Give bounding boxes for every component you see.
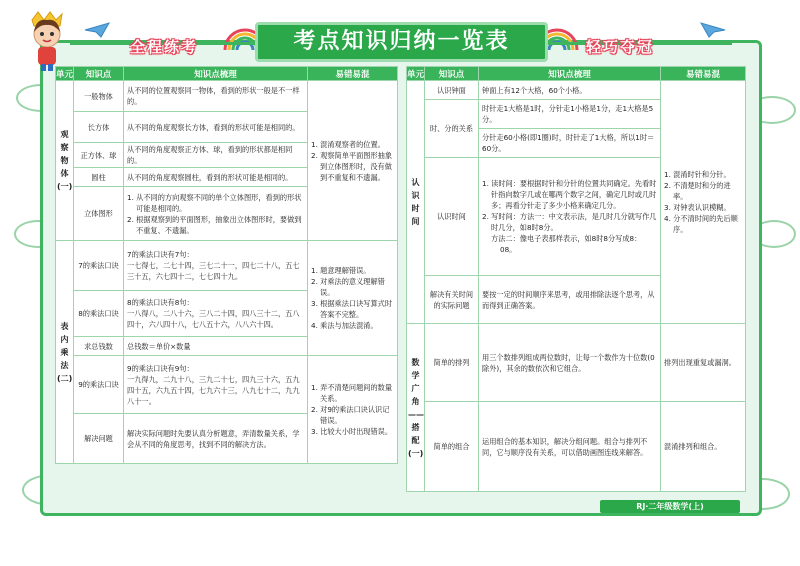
table-header-row: [407, 67, 746, 81]
point-cell: 长方体: [74, 112, 124, 143]
left-table-panel: [55, 66, 397, 464]
slogan-right: 轻巧夺冠: [586, 38, 655, 56]
summary-line: 8的乘法口诀有8句：: [127, 298, 194, 307]
point-cell: 时、分的关系: [425, 100, 479, 158]
summary-cell: [124, 356, 308, 414]
summary-cell: 总钱数＝单价×数量: [124, 337, 308, 356]
mistake-cell: 混淆排列和组合。: [661, 402, 746, 492]
mistake-cell: [308, 81, 398, 241]
unit-cell: 数学广角——搭配(一): [407, 324, 425, 492]
summary-cell: 从不同的角度观察长方体，看到的形状可能是相同的。: [124, 112, 308, 143]
right-knowledge-table: [406, 66, 746, 492]
table-row: [56, 356, 398, 414]
header-summary: 知识点梳理: [479, 67, 661, 81]
summary-cell: [479, 158, 661, 276]
unit-cell: 认识时间: [407, 81, 425, 324]
slogan-left: 全程练考: [130, 38, 199, 56]
summary-cell: 分针走60小格(即1圈)时，时针走了1大格，所以1时＝60分。: [479, 129, 661, 158]
mistake-item: 4. 乘法与加法混淆。: [311, 321, 378, 330]
summary-cell: [124, 241, 308, 291]
summary-line: 7的乘法口诀有7句：: [127, 250, 194, 259]
header-unit: 单元: [56, 67, 74, 81]
header-point: 知识点: [74, 67, 124, 81]
mistake-item: 1. 混淆观察者的位置。: [311, 139, 385, 149]
table-row: [407, 81, 746, 100]
summary-cell: 时针走1大格是1时，分针走1小格是1分，走1大格是5分。: [479, 100, 661, 129]
footer-label: RJ·二年级数学(上): [600, 500, 740, 513]
point-cell: 一般物体: [74, 81, 124, 112]
summary-cell: 钟面上有12个大格，60个小格。: [479, 81, 661, 100]
mistake-item: 3. 比较大小时出现错误。: [311, 427, 393, 436]
mistake-cell: 排列出现重复或漏洞。: [661, 324, 746, 402]
point-cell: 9的乘法口诀: [74, 356, 124, 414]
table-row: [407, 402, 746, 492]
table-header-row: [56, 67, 398, 81]
point-cell: 7的乘法口诀: [74, 241, 124, 291]
summary-line: 1. 读时间：要根据时针和分针的位置共同确定。先看时针指向数字几或在哪两个数字之间，确定几时或几时多；再看分针走了多少小格来确定几分。: [482, 179, 657, 210]
summary-line: 方法二：像电子表那样表示，如8时8分写成8：08。: [491, 234, 642, 254]
summary-line: 1. 从不同的方向观察不同的单个立体图形，看到的形状可能是相同的。: [127, 192, 302, 213]
table-row: [56, 241, 398, 291]
mistake-item: 2. 对乘法的意义理解错误。: [311, 277, 385, 297]
summary-line: 2. 写时间：方法一：中文表示法，是几时几分就写作几时几分，如8时8分。: [482, 212, 657, 232]
summary-cell: 解决实际问题时先要认真分析题意，弄清数量关系，学会从不同的角度思考，找到不同的解决方法。: [124, 414, 308, 464]
point-cell: 立体图形: [74, 187, 124, 241]
mistake-cell: [308, 356, 398, 464]
mistake-cell: [661, 81, 746, 324]
summary-line: 9的乘法口诀有9句：: [127, 363, 194, 373]
summary-line: 一八得八，二八十六，三八二十四，四八三十二，五八四十，六八四十八，七八五十六，八八六十四。: [127, 309, 300, 329]
point-cell: 解决问题: [74, 414, 124, 464]
header-summary: 知识点梳理: [124, 67, 308, 81]
point-cell: 简单的组合: [425, 402, 479, 492]
summary-cell: 要按一定的时间顺序来思考，或用排除法逐个思考，从而得到正确答案。: [479, 276, 661, 324]
header-mistake: 易错易混: [661, 67, 746, 81]
cartoon-kid-icon: [24, 10, 68, 72]
point-cell: 圆柱: [74, 168, 124, 187]
unit-cell: 表内乘法(二): [56, 241, 74, 464]
header-unit: 单元: [407, 67, 425, 81]
summary-cell: 运用组合的基本知识，解决分组问题。组合与排列不同，它与顺序没有关系，可以借助画图连线来解答。: [479, 402, 661, 492]
point-cell: 认识时间: [425, 158, 479, 276]
mistake-item: 2. 对9的乘法口诀认识记错误。: [311, 405, 390, 425]
left-knowledge-table: [55, 66, 398, 464]
point-cell: 认识钟面: [425, 81, 479, 100]
summary-cell: 从不同的位置观察同一物体，看到的形状一般是不一样的。: [124, 81, 308, 112]
mistake-item: 1. 题意理解错误。: [311, 266, 371, 275]
point-cell: 正方体、球: [74, 143, 124, 168]
paper-plane-icon: [84, 22, 110, 38]
mistake-item: 1. 弄不清楚问题间的数量关系。: [311, 383, 393, 403]
table-row: [56, 81, 398, 112]
header-point: 知识点: [425, 67, 479, 81]
point-cell: 8的乘法口诀: [74, 291, 124, 337]
summary-cell: [124, 291, 308, 337]
summary-line: 一九得九，二九十八，三九二十七，四九三十六，五九四十五，六九五十四，七九六十三，八九七十二，九九八十一。: [127, 374, 300, 406]
header-mistake: 易错易混: [308, 67, 398, 81]
summary-line: 一七得七，二七十四，三七二十一，四七二十八，五七三十五，六七四十二，七七四十九。: [127, 261, 300, 281]
mistake-item: 3. 对钟表认识模糊。: [664, 203, 731, 212]
mistake-cell: [308, 241, 398, 356]
mistake-item: 3. 根据乘法口诀写算式时答案不完整。: [311, 299, 393, 319]
summary-line: 2. 根据观察到的平面图形，抽象出立体图形时，要做到不重复、不遗漏。: [127, 214, 302, 235]
mistake-item: 4. 分不清时间的先后顺序。: [664, 214, 738, 234]
point-cell: 求总钱数: [74, 337, 124, 356]
point-cell: 解决有关时间的实际问题: [425, 276, 479, 324]
summary-cell: 从不同的角度观察正方体、球，看到的形状都是相同的。: [124, 143, 308, 168]
summary-cell: [124, 187, 308, 241]
summary-cell: 从不同的角度观察圆柱，看到的形状可能是相同的。: [124, 168, 308, 187]
summary-cell: 用三个数排列组成两位数时，让每一个数作为十位数(0除外)，其余的数依次和它组合。: [479, 324, 661, 402]
mistake-item: 1. 混淆时针和分针。: [664, 170, 731, 179]
page-title: 考点知识归纳一览表: [255, 22, 548, 62]
mistake-item: 2. 观察简单平面图形抽象到立体图形时，没有做到不重复和不遗漏。: [311, 150, 393, 182]
unit-cell: 观察物体(一): [56, 81, 74, 241]
paper-plane-icon: [700, 22, 726, 38]
mistake-item: 2. 不清楚时和分的进率。: [664, 181, 731, 201]
table-row: [407, 324, 746, 402]
point-cell: 简单的排列: [425, 324, 479, 402]
right-table-panel: [406, 66, 745, 492]
